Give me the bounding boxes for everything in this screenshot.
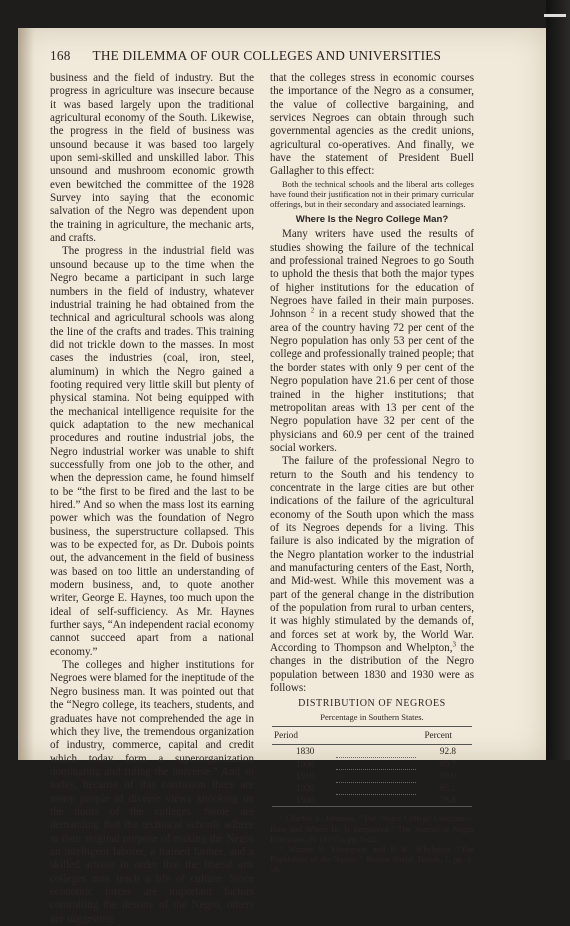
footnotes: [270, 813, 474, 874]
cell-percent: 89.0: [439, 770, 456, 781]
footnote: ² Charles S. Johnson, “The Negro College Graduate—How and Where He Is Employed,” The Journal of Negro Education, IV (1935), pp. 5-22.: [270, 813, 474, 844]
page-number: 168: [50, 48, 71, 63]
dot-leader: [336, 782, 416, 794]
table-row: [272, 770, 472, 782]
paragraph: that the colleges stress in economic courses the importance of the Negro as a consumer, the value of collective bargaining, and services Negroes can obtain through such governmental agencies as the credit unions, agricultural co-operatives. And finally, we have the statement of President Buell Gallagher to this effect:: [270, 72, 474, 178]
footnote-ref: 3: [452, 640, 456, 649]
left-column: [50, 72, 254, 926]
table-header-row: [272, 727, 472, 745]
column-header-percent: Percent: [416, 727, 472, 745]
cell-percent: 89.7: [439, 758, 456, 769]
dot-leader: [336, 758, 416, 770]
dot-leader: [336, 770, 416, 782]
page-tab-marker: [544, 14, 566, 17]
paragraph-text: The failure of the professional Negro to return to the South and his tendency to concentrate in the large cities are but other indications of the failure of the agricultural economy of the South upon which the mass of its Negroes depends for a living. This failure is also indicated by the migration of the Negro plantation worker to the industrial and manufacturing centers of the East, North, and Mid-west. While this movement was a part of the general change in the distribution of the population from rural to urban centers, it was highly stimulated by the demands of, and forces set at work by, the World War. According to Thompson and Whelpton,: [270, 455, 474, 655]
paragraph: The progress in the industrial field was unsound because up to the time when the Negro became a participant in such large numbers in the field of industry, whatever industrial training he had obtained from the technical and agricultural schools was along the line of the crafts and trades. This training did not trickle down to the masses. In most cases the industries (coal, iron, steel, aluminum) in which the Negro gained a footing required very little skill but plenty of physical stamina. Not being equipped with the mechanical intelligence requisite for the quick adaptation to the new mechanical procedures and routine industrial jobs, the Negro industrial worker was unable to shift successfully from one job to the other, and when the depression came, he found himself to be “the first to be fired and the last to be hired.” And so when the mass lost its earning power which was the foundation of Negro business, the superstructure collapsed. This was to be expected for, as Dr. Dubois points out, the advancement in the field of business was based on too little an understanding of modern business, and, to quote another writer, George E. Haynes, too much upon the ideal of self-sufficiency. As Mr. Haynes further says, “An independent racial economy cannot succeed apart from a national economy.”: [50, 245, 254, 658]
table-row: [272, 782, 472, 794]
right-column: [270, 72, 474, 875]
paragraph-text: Many writers have used the results of studies showing the failure of the technical and professional trained Negroes to go South to uphold the thesis that both the major types of higher institutions for the education of Negroes have failed in their main purposes. Johnson: [270, 228, 474, 321]
book-edge: [546, 0, 570, 760]
cell-period: 1910: [296, 770, 315, 781]
paragraph-text: the changes in the distribution of the Negro population between 1830 and 1930 were as follows:: [270, 642, 474, 695]
table-subtitle: Percentage in Southern States.: [320, 711, 424, 722]
paragraph: [270, 455, 474, 695]
paragraph-text: in a recent study showed that the area of the country having 72 per cent of the Negro population has only 53 per cent of the college and professionally trained people; that the border states with only 9 per cent of the Negro population have 21.6 per cent of those trained in the higher institutions; that metropolitan areas with 13 per cent of the Negro population have 32 per cent of the physicians and 60.9 per cent of the trained social workers.: [270, 308, 475, 454]
column-header-spacer: [336, 727, 416, 745]
footnote: ³ Warren S. Thompson and P. K. Whelpton, “The Population of the Nation,” Recent Social Trends, I, pp. 1-58.: [270, 844, 474, 875]
distribution-table: [272, 726, 472, 807]
cell-period: 1900: [296, 758, 315, 769]
section-heading: Where Is the Negro College Man?: [295, 214, 449, 226]
table-title: DISTRIBUTION OF NEGROES: [298, 698, 446, 710]
cell-period: 1930: [272, 794, 336, 807]
cell-percent: 78.8: [416, 794, 472, 807]
dot-leader: [336, 745, 416, 758]
table-row: [272, 758, 472, 770]
table-row: [272, 745, 472, 758]
cell-period: 1830: [296, 746, 315, 757]
paragraph: [270, 228, 474, 455]
running-header: [50, 48, 520, 64]
running-title: THE DILEMMA OF OUR COLLEGES AND UNIVERSITIES: [92, 48, 442, 63]
dot-leader: [336, 794, 416, 807]
column-header-period: Period: [272, 727, 336, 745]
footnote-ref: 2: [310, 306, 315, 315]
block-quote: Both the technical schools and the liberal arts colleges have found their justification not in their primary curricular offerings, but in their secondary and associated learnings.: [270, 178, 474, 209]
table-row: [272, 794, 472, 807]
paragraph: business and the field of industry. But the progress in agriculture was insecure because it was based largely upon the traditional agricultural economy of the South. Likewise, the progress in the field of business was unsound because it was based too largely upon semi-skilled and unskilled labor. This unsound and mushroom economic growth even bewitched the committee of the 1928 Survey into saying that the economic salvation of the Negro was dependent upon the training in agriculture, the mechanic arts, and crafts.: [50, 72, 254, 245]
cell-period: 1920: [296, 783, 315, 794]
cell-percent: 92.8: [439, 746, 456, 757]
cell-percent: 85.1: [439, 783, 456, 794]
paragraph: The colleges and higher institutions for Negroes were blamed for the ineptitude of the Negro business man. It was pointed out that the “Negro college, its teachers, students, and graduates have not comprehended the age in which they live, the tremendous organization of industry, commerce, capital and credit which today form a superorganization dominating and ruling the universe.” And so today, because of this confusion there are many people of diverse views knocking on the doors of the colleges. Some are demanding that the technical schools adhere to their original purpose of making the Negro an intelligent laborer, a trained farmer, and a skilled artisan in order that the liberal arts colleges may teach a life of culture. Since economic forces are important factors controlling the destiny of the Negro, others are suggesting: [50, 659, 254, 925]
